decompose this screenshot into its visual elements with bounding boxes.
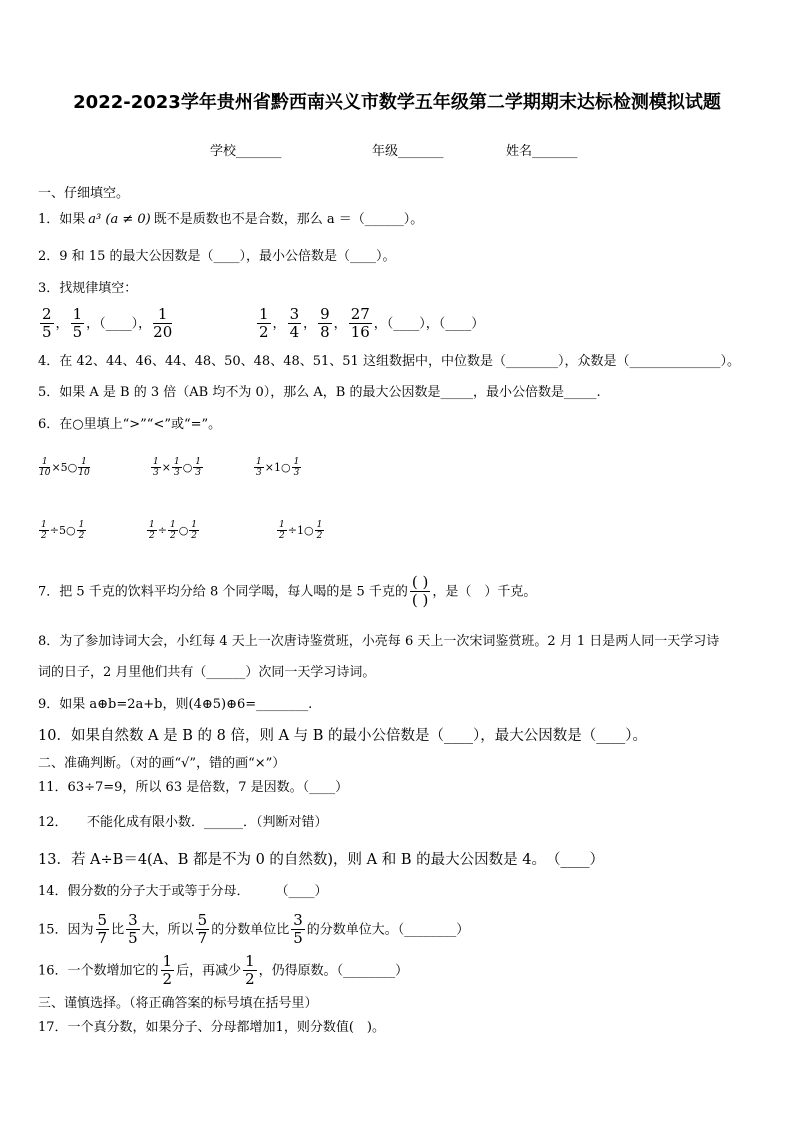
compare-item-5: $\frac{1}{2}$ ÷ $\frac{1}{2}$ ○ $\frac{1}{2}$: [149, 520, 198, 542]
q3-blanks: （____），（____）: [386, 316, 485, 332]
q1-suffix: 既不是质数也不是合数，那么 a ＝（______）。: [153, 212, 424, 227]
school-field: 学校_______: [210, 144, 282, 159]
grade-field: 年级_______: [372, 144, 444, 159]
question-9: 9．如果 a⊕b=2a+b，则(4⊕5)⊕6=________.: [38, 697, 313, 712]
q1-math: a³ (a ≠ 0): [88, 212, 151, 227]
fraction: $\frac{1}{20}$: [153, 305, 173, 342]
compare-item-4: $\frac{1}{2}$ ÷5○ $\frac{1}{2}$: [41, 520, 85, 542]
fraction: $\frac{1}{2}$: [259, 305, 269, 342]
question-12: 12． 不能化成有限小数．______．（判断对错）: [38, 815, 328, 830]
question-7: 7．把 5 千克的饮料平均分给 8 个同学喝，每人喝的是 5 千克的 $\frac{( )}{( )}$ ，是（ ）千克。: [38, 573, 537, 610]
compare-item-1: $\frac{1}{10}$ ×5○ $\frac{1}{10}$: [39, 457, 90, 479]
question-10: 10．如果自然数 A 是 B 的 8 倍，则 A 与 B 的最小公倍数是（____），最大公因数是（____）。: [38, 728, 648, 744]
question-8-line-2: 词的日子，2 月里他们共有（______）次同一天学习诗词。: [38, 665, 376, 680]
q1-prefix: 1．如果: [38, 212, 86, 227]
question-2: 2．9 和 15 的最大公因数是（____），最小公倍数是（____）。: [38, 249, 396, 264]
compare-item-2: $\frac{1}{3}$ × $\frac{1}{3}$ ○ $\frac{1}{3}$: [153, 457, 202, 479]
question-14: 14．假分数的分子大于或等于分母． （____）: [38, 884, 328, 899]
name-field: 姓名_______: [506, 144, 578, 159]
question-11: 11．63÷7=9，所以 63 是倍数，7 是因数。（____）: [38, 780, 349, 795]
fraction: $\frac{2}{5}$: [42, 305, 52, 342]
page-title: 2022-2023学年贵州省黔西南兴义市数学五年级第二学期期末达标检测模拟试题: [73, 92, 721, 113]
fraction: $\frac{1}{5}$: [72, 305, 83, 342]
q3-blank: （____）: [99, 316, 139, 332]
question-13: 13．若 A÷B＝4(A、B 都是不为 0 的自然数)，则 A 和 B 的最大公因数是 4。 （____）: [38, 852, 604, 868]
fraction-blank: $\frac{( )}{( )}$: [411, 573, 429, 610]
question-3-head: 3．找规律填空：: [38, 281, 138, 296]
question-1: [38, 213, 423, 226]
question-3-sequence-a: $\frac{2}{5}$ ， $\frac{1}{5}$ ，（____）， $\frac{1}{20}$: [42, 305, 173, 342]
compare-item-3: $\frac{1}{3}$ ×1○ $\frac{1}{3}$: [256, 457, 300, 479]
question-17: 17．一个真分数，如果分子、分母都增加1，则分数值( )。: [38, 1020, 385, 1035]
question-3-sequence-b: $\frac{1}{2}$ ， $\frac{3}{4}$ ， $\frac{9}{8}$ ， $\frac{27}{16}$ ，（____），（____）: [259, 305, 485, 342]
question-16: 16．一个数增加它的 $\frac{1}{2}$ 后，再减少 $\frac{1}{2}$ ，仍得原数。（________）: [38, 952, 409, 989]
question-15: 15．因为 $\frac{5}{7}$ 比 $\frac{3}{5}$ 大，所以 $\frac{5}{7}$ 的分数单位比 $\frac{3}{5}$ 的分数单位大。（________）: [38, 911, 470, 948]
fraction: $\frac{9}{8}$: [320, 305, 330, 342]
question-6-head: 6．在○里填上“>”“<”或“=”。: [38, 417, 222, 432]
question-5: 5．如果 A 是 B 的 3 倍（AB 均不为 0），那么 A，B 的最大公因数是_____，最小公倍数是_____.: [38, 385, 601, 400]
fraction: $\frac{27}{16}$: [350, 305, 370, 342]
question-4: 4．在 42、44、46、44、48、50、48、48、51、51 这组数据中，中位数是（________），众数是（______________）。: [38, 354, 740, 369]
section-heading-2: 二、准确判断。（对的画“√”，错的画“×”）: [38, 756, 286, 771]
section-heading-1: 一、仔细填空。: [38, 186, 130, 201]
section-heading-3: 三、谨慎选择。（将正确答案的标号填在括号里）: [38, 996, 318, 1011]
question-8-line-1: 8．为了参加诗词大会，小红每 4 天上一次唐诗鉴赏班，小亮每 6 天上一次宋词鉴赏班。2 月 1 日是两人同一天学习诗: [38, 634, 720, 649]
fraction: $\frac{3}{4}$: [289, 305, 300, 342]
compare-item-6: $\frac{1}{2}$ ÷1○ $\frac{1}{2}$: [279, 520, 323, 542]
